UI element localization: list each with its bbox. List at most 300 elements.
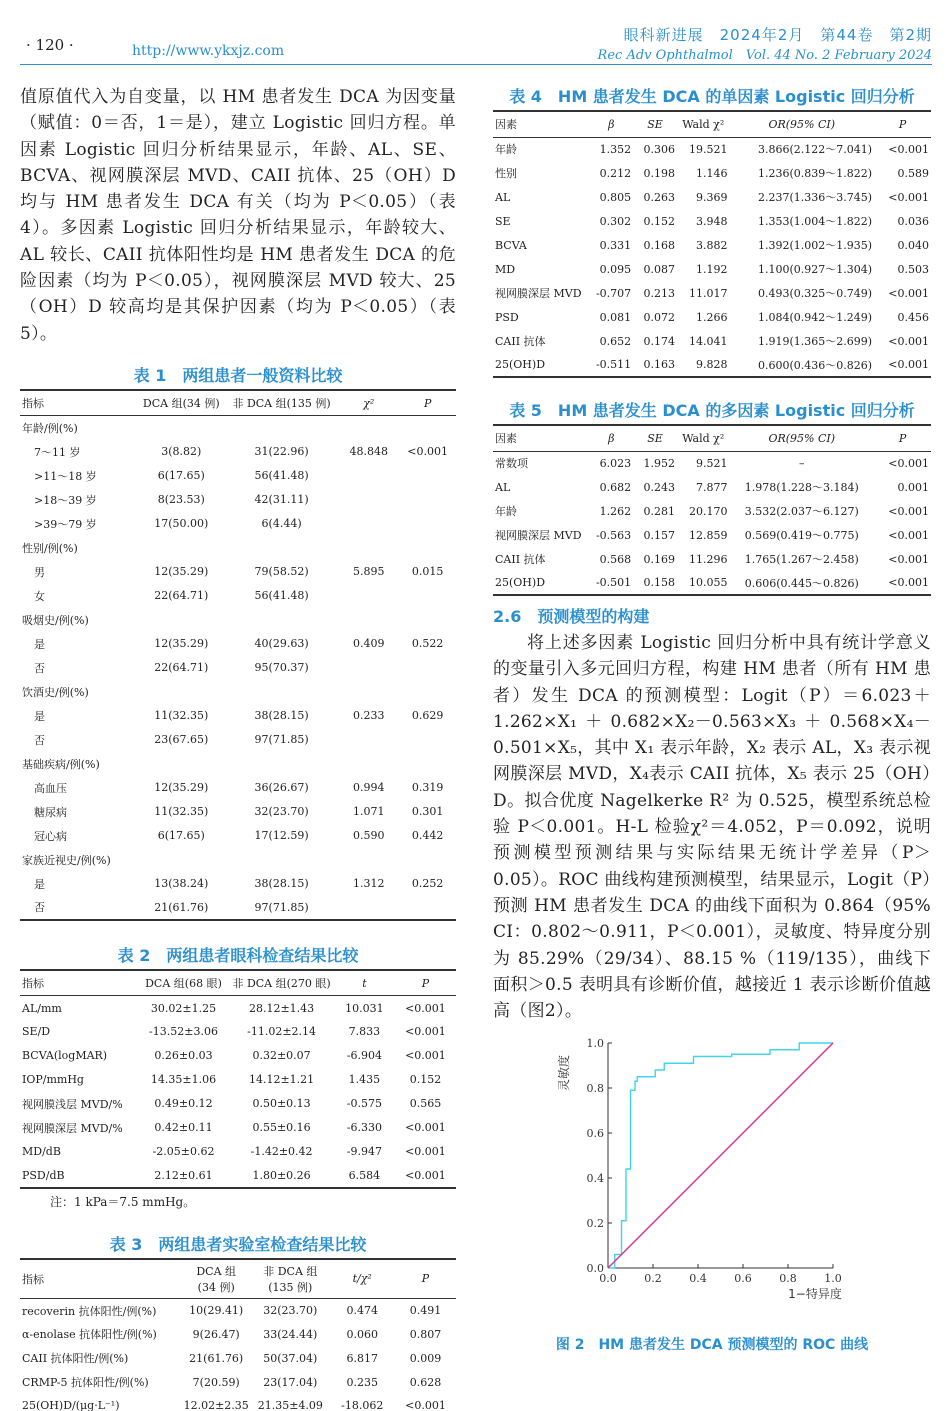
y-tick-label: 0.6	[586, 1127, 604, 1141]
cell-value: 7.833	[348, 1025, 381, 1039]
table-row	[493, 305, 931, 329]
table-row	[493, 475, 931, 499]
cell-value: 0.331	[599, 238, 632, 252]
cell-value: 0.26±0.03	[154, 1049, 213, 1063]
header-text: (135 例)	[268, 1280, 313, 1294]
cell-value	[399, 512, 456, 536]
cell-value: 0.55±0.16	[252, 1121, 311, 1135]
cell-value: 48.848	[349, 445, 389, 459]
cell-value: -0.575	[346, 1097, 383, 1111]
cell-value: 0.169	[643, 552, 675, 566]
table-row	[20, 800, 456, 824]
table-header-cell: 指标	[20, 970, 138, 996]
cell-value: 0.009	[409, 1351, 442, 1365]
row-label: CRMP-5 抗体阳性/例(%)	[22, 1376, 149, 1390]
cell-value: <0.001	[405, 1121, 446, 1135]
cell-value: -6.330	[346, 1121, 383, 1135]
cell-value: 1.952	[643, 456, 675, 470]
cell-value: 0.474	[346, 1304, 378, 1318]
header-text: 指标	[22, 1272, 44, 1286]
cell-value: 14.12±1.21	[248, 1073, 315, 1087]
table-header-cell: 因素	[493, 425, 589, 451]
cell-value: 0.060	[346, 1327, 378, 1341]
header-text: DCA 组	[196, 1264, 237, 1278]
cell-value: 0.174	[643, 334, 675, 348]
table-row	[20, 1068, 456, 1092]
cell-value: 19.521	[689, 142, 728, 156]
cell-value	[338, 512, 399, 536]
cell-value: 95(70.37)	[254, 661, 309, 675]
cell-value	[338, 656, 399, 680]
row-label: 25(OH)D	[493, 353, 589, 377]
table4	[493, 110, 931, 378]
cell-value: 0.252	[411, 877, 444, 891]
cell-value: 9.521	[696, 456, 728, 470]
cell-value	[338, 848, 399, 872]
table1	[20, 389, 456, 921]
section-heading: 2.6 预测模型的构建	[493, 607, 650, 626]
cell-value: 1.80±0.26	[229, 1164, 334, 1188]
cell-value: 6.817	[346, 1351, 378, 1365]
table-header-cell	[251, 1259, 329, 1299]
cell-value: 2.12±0.61	[138, 1164, 230, 1188]
cell-value: 8(23.53)	[157, 493, 205, 507]
cell-value: 12(35.29)	[154, 565, 209, 579]
cell-value: 1.435	[348, 1073, 381, 1087]
row-label: SE	[495, 214, 511, 228]
table-header-cell: Wald χ²	[677, 425, 730, 451]
cell-value	[338, 464, 399, 488]
table-row	[20, 896, 456, 920]
cell-value: 1.765(1.267～2.458)	[744, 553, 859, 566]
table-header-cell: OR(95% CI)	[730, 111, 875, 137]
cell-value: 0.629	[411, 709, 444, 723]
table-header-cell: DCA 组(34 例)	[138, 390, 225, 416]
row-label: 25(OH)D	[493, 571, 589, 595]
y-tick-label: 0.0	[586, 1262, 604, 1276]
table-row	[20, 752, 456, 776]
cell-value	[338, 416, 399, 440]
cell-value: <0.001	[405, 1145, 446, 1159]
table-row	[20, 680, 456, 704]
cell-value	[138, 848, 225, 872]
cell-value: 12(35.29)	[154, 637, 209, 651]
cell-value: 56(41.48)	[254, 589, 309, 603]
cell-value: 97(71.85)	[254, 733, 309, 747]
table-row	[20, 996, 456, 1020]
row-label: AL/mm	[22, 1001, 62, 1015]
table-row	[493, 209, 931, 233]
x-tick-label: 0.4	[689, 1272, 707, 1286]
row-label: 女	[34, 589, 45, 603]
cell-value: 11(32.35)	[154, 805, 209, 819]
cell-value: 1.236(0.839～1.822)	[757, 167, 873, 180]
cell-value	[399, 464, 456, 488]
row-label: 糖尿病	[34, 805, 67, 819]
cell-value	[338, 584, 399, 608]
row-label: 视网膜深层 MVD	[495, 529, 582, 542]
row-label: 基础疾病/例(%)	[22, 757, 100, 771]
table-header-cell: SE	[633, 425, 677, 451]
row-label: 视网膜深层 MVD/%	[22, 1121, 123, 1135]
cell-value: 0.095	[599, 262, 632, 276]
cell-value: 0.087	[643, 262, 675, 276]
cell-value: 2.237(1.336～3.745)	[757, 191, 873, 204]
table-row	[20, 584, 456, 608]
cell-value	[225, 608, 338, 632]
cell-value: <0.001	[888, 286, 929, 300]
cell-value	[399, 896, 456, 920]
cell-value: 0.152	[643, 214, 675, 228]
y-tick-label: 0.2	[586, 1217, 604, 1231]
cell-value: 0.072	[643, 310, 675, 324]
cell-value: 0.233	[353, 709, 385, 723]
table-header-cell: P	[399, 390, 456, 416]
table-header-cell: SE	[633, 111, 677, 137]
row-label: CAII 抗体	[495, 335, 546, 348]
row-label: 男	[34, 565, 45, 579]
table3	[20, 1258, 456, 1411]
table3-caption: 表 3 两组患者实验室检查结果比较	[109, 1234, 367, 1254]
cell-value: 23(67.65)	[154, 733, 209, 747]
cell-value: <0.001	[888, 334, 929, 348]
cell-value	[399, 488, 456, 512]
cell-value: 33(24.44)	[263, 1327, 318, 1341]
table-row	[493, 451, 931, 475]
table-header-cell: β	[589, 425, 633, 451]
cell-value: <0.001	[888, 552, 929, 566]
cell-value: 7(20.59)	[192, 1375, 240, 1389]
row-label: >18～39 岁	[34, 493, 97, 507]
table-row	[20, 1370, 456, 1394]
cell-value: 5.895	[353, 565, 385, 579]
cell-value: 0.49±0.12	[154, 1097, 213, 1111]
table-row	[20, 1044, 456, 1068]
cell-value: 11.296	[689, 552, 728, 566]
cell-value: 0.409	[353, 637, 385, 651]
cell-value: 0.600(0.436～0.826)	[730, 353, 875, 377]
cell-value: 0.213	[643, 286, 675, 300]
cell-value: 1.352	[599, 142, 632, 156]
journal-url[interactable]: http://www.ykxjz.com	[132, 43, 285, 59]
table-row	[20, 440, 456, 464]
roc-chart	[493, 1030, 931, 1330]
cell-value: 1.392(1.002～1.935)	[757, 239, 873, 252]
cell-value: 12.859	[689, 528, 728, 542]
x-axis-label: 1−特异度	[788, 1287, 842, 1302]
cell-value: 0.994	[353, 781, 385, 795]
table-row	[20, 848, 456, 872]
cell-value: <0.001	[395, 1164, 456, 1188]
cell-value: 1.353(1.004～1.822)	[757, 215, 873, 228]
header-rule	[20, 64, 932, 65]
table-row	[20, 1020, 456, 1044]
row-label: BCVA(logMAR)	[22, 1049, 108, 1063]
row-label: 饮酒史/例(%)	[22, 685, 89, 699]
x-tick-label: 1.0	[824, 1272, 842, 1286]
cell-value: 0.503	[897, 262, 929, 276]
table-row	[20, 536, 456, 560]
table-row	[20, 1322, 456, 1346]
row-label: 高血压	[34, 781, 67, 795]
cell-value: 1.146	[696, 166, 728, 180]
cell-value: 0.565	[409, 1097, 442, 1111]
row-label: >11～18 岁	[34, 469, 97, 483]
cell-value	[338, 896, 399, 920]
row-label: SE/D	[22, 1025, 51, 1039]
cell-value	[399, 848, 456, 872]
row-label: recoverin 抗体阳性/例(%)	[22, 1304, 157, 1318]
x-tick-label: 0.8	[779, 1272, 797, 1286]
row-label: 性别/例(%)	[22, 541, 78, 555]
cell-value: 28.12±1.43	[248, 1001, 315, 1015]
row-label: 25(OH)D/(μg·L⁻¹)	[20, 1394, 181, 1411]
left-column	[20, 84, 456, 1411]
cell-value: <0.001	[888, 528, 929, 542]
row-label: IOP/mmHg	[22, 1073, 84, 1087]
cell-value: 0.522	[411, 637, 444, 651]
cell-value: 10(29.41)	[189, 1304, 244, 1318]
table-row	[20, 1298, 456, 1322]
table-row	[493, 499, 931, 523]
cell-value: 42(31.11)	[254, 493, 309, 507]
cell-value: 0.036	[897, 214, 929, 228]
table-header-cell: OR(95% CI)	[730, 425, 875, 451]
table1-caption: 表 1 两组患者一般资料比较	[133, 365, 343, 385]
cell-value: <0.001	[888, 142, 929, 156]
table-header-cell	[181, 1259, 251, 1299]
header-text: t/χ²	[352, 1272, 372, 1286]
cell-value: 20.170	[689, 504, 728, 518]
table-row	[493, 185, 931, 209]
table-header-cell	[395, 1259, 456, 1299]
cell-value: 0.263	[643, 190, 675, 204]
cell-value: 0.243	[643, 480, 675, 494]
cell-value: 0.157	[643, 528, 675, 542]
table2-note: 注：1 kPa＝7.5 mmHg。	[50, 1194, 196, 1209]
cell-value: 17(50.00)	[154, 517, 209, 531]
row-label: 冠心病	[34, 829, 67, 843]
row-label: 否	[34, 661, 45, 675]
cell-value	[225, 848, 338, 872]
row-label: 年龄	[495, 505, 517, 518]
table-row	[20, 1092, 456, 1116]
cell-value: 0.493(0.325～0.749)	[757, 287, 873, 300]
table5	[493, 424, 931, 596]
cell-value: 0.302	[599, 214, 632, 228]
table-header-cell: 非 DCA 组(135 例)	[225, 390, 338, 416]
cell-value: 32(23.70)	[254, 805, 309, 819]
table-row	[20, 704, 456, 728]
row-label: 年龄	[495, 143, 517, 157]
cell-value: 1.100(0.927～1.304)	[757, 263, 873, 276]
row-label: 性别	[495, 167, 517, 180]
table-row	[20, 656, 456, 680]
cell-value	[338, 608, 399, 632]
cell-value: 0.32±0.07	[252, 1049, 311, 1063]
table-row	[20, 728, 456, 752]
cell-value: 9.369	[696, 190, 728, 204]
cell-value: 3.882	[696, 238, 728, 252]
cell-value: -0.563	[595, 528, 632, 542]
cell-value: 0.442	[411, 829, 444, 843]
table-row	[493, 353, 931, 377]
table-row	[20, 608, 456, 632]
cell-value: 32(23.70)	[263, 1304, 318, 1318]
cell-value: 0.281	[643, 504, 675, 518]
cell-value: 0.212	[599, 166, 632, 180]
cell-value: 1.919(1.365～2.699)	[757, 335, 873, 348]
row-label: 是	[34, 877, 45, 891]
table-row	[20, 1346, 456, 1370]
table-header-cell: 因素	[493, 111, 589, 137]
cell-value: -6.904	[346, 1049, 383, 1063]
cell-value: 1.084(0.942～1.249)	[757, 311, 873, 324]
row-label: 7～11 岁	[34, 445, 81, 459]
y-tick-label: 1.0	[586, 1037, 604, 1051]
table-header-cell: 指标	[20, 390, 138, 416]
cell-value: 40(29.63)	[254, 637, 309, 651]
y-tick-label: 0.4	[586, 1172, 604, 1186]
cell-value	[399, 584, 456, 608]
cell-value: -1.42±0.42	[250, 1145, 313, 1159]
cell-value: <0.001	[874, 353, 931, 377]
cell-value: 0.589	[897, 166, 929, 180]
table-row	[20, 872, 456, 896]
table-row	[20, 1164, 456, 1188]
row-label: AL	[495, 480, 511, 494]
cell-value	[399, 680, 456, 704]
table-row	[20, 512, 456, 536]
table-row	[20, 464, 456, 488]
table-row	[493, 281, 931, 305]
row-label: 否	[34, 733, 45, 747]
figure2-caption: 图 2 HM 患者发生 DCA 预测模型的 ROC 曲线	[555, 1337, 869, 1354]
cell-value: 3.532(2.037～6.127)	[744, 505, 859, 518]
cell-value	[399, 728, 456, 752]
cell-value: 50(37.04)	[263, 1351, 318, 1365]
cell-value: 3(8.82)	[161, 445, 202, 459]
row-label: MD	[495, 262, 516, 276]
table-header-cell: P	[874, 111, 931, 137]
cell-value: 0.163	[633, 353, 677, 377]
x-tick-label: 0.6	[734, 1272, 752, 1286]
row-label: 吸烟史/例(%)	[22, 613, 89, 627]
table-header-cell: P	[874, 425, 931, 451]
cell-value: 21.35±4.09	[251, 1394, 329, 1411]
cell-value: 36(26.67)	[254, 781, 309, 795]
table-header-cell: 非 DCA 组(270 眼)	[229, 970, 334, 996]
cell-value: <0.001	[405, 1025, 446, 1039]
cell-value: <0.001	[395, 1394, 456, 1411]
row-label: AL	[495, 190, 511, 204]
cell-value: 38(28.15)	[254, 877, 309, 891]
table-row	[20, 1140, 456, 1164]
table-row	[20, 560, 456, 584]
cell-value: <0.001	[405, 1001, 446, 1015]
cell-value: -0.511	[589, 353, 633, 377]
row-label: PSD/dB	[20, 1164, 138, 1188]
cell-value: <0.001	[888, 190, 929, 204]
table-row	[20, 488, 456, 512]
table-row	[493, 547, 931, 571]
table-row	[20, 1116, 456, 1140]
table-row	[20, 632, 456, 656]
cell-value: –	[799, 456, 805, 470]
cell-value: 0.606(0.445～0.826)	[730, 571, 875, 595]
right-paragraph: 将上述多因素 Logistic 回归分析中具有统计学意义的变量引入多元回归方程，构建 HM 患者（所有 HM 患者）发生 DCA 的预测模型：Logit（P）＝6.023＋1.262×X₁＋0.682×X₂－0.563×X₃＋0.568×X₄－0.501×X₅，其中 X₁ 表示年龄，X₂ 表示 AL，X₃ 表示视网膜深层 MVD，X₄表示 CAII 抗体，X₅ 表示 25（OH）D。拟合优度 Nagelkerke R² 为 0.525，模型系统总检验 P＜0.001。H-L 检验χ²＝4.052，P＝0.092，说明预测模型预测结果与实际结果无统计学差异（P＞0.05）。ROC 曲线构建预测模型，结果显示，Logit（P）预测 HM 患者发生 DCA 的曲线下面积为 0.864（95% CI：0.802～0.911，P＜0.001），灵敏度、特异度分别为 85.29%（29/34）、88.15 %（119/135），曲线下面积＞0.5 表明具有诊断价值，越接近 1 表示诊断价值越高（图2）。	[493, 633, 931, 1022]
cell-value	[138, 752, 225, 776]
table-row	[493, 257, 931, 281]
cell-value: -9.947	[346, 1145, 383, 1159]
table2	[20, 969, 456, 1189]
cell-value: 0.590	[353, 829, 385, 843]
cell-value: 1.978(1.228～3.184)	[744, 481, 859, 494]
table-row	[493, 523, 931, 547]
cell-value	[138, 416, 225, 440]
cell-value: 0.040	[897, 238, 929, 252]
cell-value: 10.055	[677, 571, 730, 595]
cell-value: 0.235	[346, 1375, 378, 1389]
cell-value: <0.001	[407, 445, 448, 459]
cell-value	[338, 752, 399, 776]
row-label: CAII 抗体阳性/例(%)	[22, 1352, 129, 1366]
row-label: 家族近视史/例(%)	[22, 853, 111, 867]
table-header-cell: Wald χ²	[677, 111, 730, 137]
cell-value: 6.023	[599, 456, 632, 470]
cell-value: 3.948	[696, 214, 728, 228]
cell-value: 21(61.76)	[138, 896, 225, 920]
cell-value: 1.071	[353, 805, 385, 819]
table5-caption: 表 5 HM 患者发生 DCA 的多因素 Logistic 回归分析	[509, 401, 915, 420]
cell-value	[138, 680, 225, 704]
x-tick-label: 0.0	[599, 1272, 617, 1286]
cell-value: 0.015	[411, 565, 444, 579]
table-row	[493, 329, 931, 353]
cell-value: 0.50±0.13	[252, 1097, 311, 1111]
header-text: 非 DCA 组	[263, 1264, 318, 1278]
cell-value: 10.031	[345, 1001, 384, 1015]
cell-value	[225, 536, 338, 560]
row-label: >39～79 岁	[34, 517, 97, 531]
row-label: BCVA	[495, 238, 527, 252]
cell-value: 12(35.29)	[154, 781, 209, 795]
cell-value: 0.568	[599, 552, 632, 566]
cell-value: 0.198	[643, 166, 675, 180]
table-row	[493, 161, 931, 185]
table-row	[20, 1394, 456, 1411]
table-row	[20, 776, 456, 800]
row-label: MD/dB	[22, 1145, 61, 1159]
cell-value: 0.301	[411, 805, 444, 819]
cell-value: -11.02±2.14	[247, 1025, 317, 1039]
cell-value: 14.35±1.06	[150, 1073, 217, 1087]
cell-value: 13(38.24)	[154, 877, 209, 891]
cell-value: 1.312	[353, 877, 385, 891]
cell-value	[138, 608, 225, 632]
cell-value: 0.168	[643, 238, 675, 252]
row-label: CAII 抗体	[495, 553, 546, 566]
header-text: (34 例)	[197, 1280, 235, 1294]
cell-value: 11(32.35)	[154, 709, 209, 723]
cell-value: 0.42±0.11	[154, 1121, 213, 1135]
cell-value: 0.652	[599, 334, 632, 348]
cell-value	[338, 536, 399, 560]
row-label: 否	[20, 896, 138, 920]
header-text: P	[421, 1272, 430, 1286]
y-axis-label: 灵敏度	[557, 1055, 571, 1092]
cell-value: 1.266	[696, 310, 728, 324]
